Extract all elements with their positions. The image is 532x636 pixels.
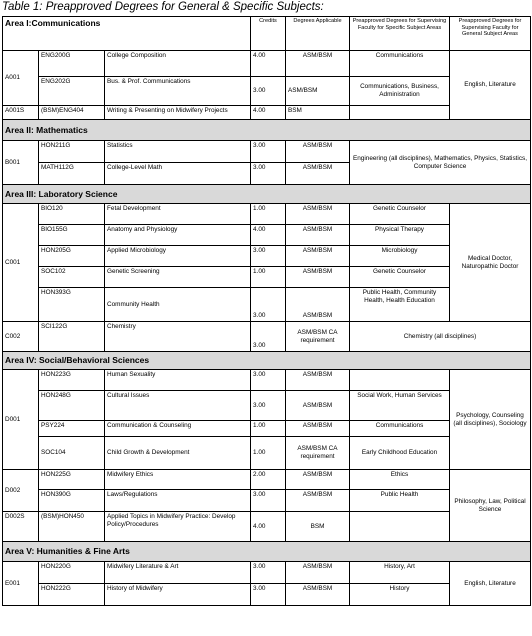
course-code: HON222G	[39, 584, 105, 606]
area-heading: Area IV: Social/Behavioral Sciences	[3, 352, 531, 370]
degrees: ASM/BSM	[286, 246, 350, 267]
course-title: Community Health	[105, 288, 251, 322]
course-title: Laws/Regulations	[105, 490, 251, 512]
credits: 1.00	[251, 267, 286, 288]
table-row	[3, 470, 531, 490]
credits: 1.00	[251, 421, 286, 437]
table-row	[3, 370, 531, 391]
column-header-specific: Preapproved Degrees for Supervising Faculty for Specific Subject Areas	[350, 17, 450, 51]
course-code: MATH112G	[39, 163, 105, 185]
table-caption: Table 1: Preapproved Degrees for General & Specific Subjects:	[2, 1, 324, 13]
course-title: College-Level Math	[105, 163, 251, 185]
course-code: BIO155G	[39, 225, 105, 246]
course-title: Fetal Development	[105, 204, 251, 225]
faculty-specific	[350, 106, 450, 120]
course-code: (BSM)ENG404	[39, 106, 105, 120]
faculty-specific: Chemistry (all disciplines)	[350, 322, 531, 352]
course-title: Midwifery Ethics	[105, 470, 251, 490]
degrees: ASM/BSM	[286, 267, 350, 288]
course-code: BIO120	[39, 204, 105, 225]
group-code: D001	[3, 370, 39, 470]
credits: 3.00	[251, 391, 286, 421]
faculty-general: Psychology, Counseling (all disciplines), Sociology	[450, 370, 531, 470]
credits: 3.00	[251, 163, 286, 185]
area-heading-row	[3, 542, 531, 562]
group-code: C001	[3, 204, 39, 322]
degrees: ASM/BSM	[286, 421, 350, 437]
degrees: ASM/BSM	[286, 288, 350, 322]
course-code: (BSM)HON450	[39, 512, 105, 542]
degrees: ASM/BSM	[286, 370, 350, 391]
course-title: Cultural Issues	[105, 391, 251, 421]
column-header-credits: Credits	[251, 17, 286, 51]
area-heading-row	[3, 120, 531, 141]
group-code: A001	[3, 51, 39, 106]
course-code: HON393G	[39, 288, 105, 322]
course-title: Statistics	[105, 141, 251, 163]
course-code: HON225G	[39, 470, 105, 490]
credits: 3.00	[251, 141, 286, 163]
credits: 3.00	[251, 288, 286, 322]
group-code: C002	[3, 322, 39, 352]
degrees: ASM/BSM	[286, 584, 350, 606]
faculty-general: Philosophy, Law, Political Science	[450, 470, 531, 542]
faculty-specific: Microbiology	[350, 246, 450, 267]
degrees: ASM/BSM	[286, 77, 350, 106]
course-code: HON248G	[39, 391, 105, 421]
credits: 3.00	[251, 246, 286, 267]
faculty-general: Medical Doctor, Naturopathic Doctor	[450, 204, 531, 322]
group-code: B001	[3, 141, 39, 185]
faculty-specific: Public Health	[350, 490, 450, 512]
credits: 3.00	[251, 370, 286, 391]
course-code: HON223G	[39, 370, 105, 391]
course-title: Chemistry	[105, 322, 251, 352]
faculty-specific: Genetic Counselor	[350, 204, 450, 225]
degrees: ASM/BSM	[286, 490, 350, 512]
degrees: ASM/BSM	[286, 141, 350, 163]
credits: 3.00	[251, 322, 286, 352]
group-code: D002	[3, 470, 39, 512]
course-title: Child Growth & Development	[105, 437, 251, 470]
degrees: BSM	[286, 106, 350, 120]
credits: 1.00	[251, 204, 286, 225]
column-header-general: Preapproved Degrees for Supervising Faculty for General Subject Areas	[450, 17, 531, 51]
degrees: ASM/BSM	[286, 204, 350, 225]
degrees: ASM/BSM	[286, 391, 350, 421]
degrees-table	[2, 16, 531, 606]
course-title: Human Sexuality	[105, 370, 251, 391]
faculty-specific: Engineering (all disciplines), Mathematics, Physics, Statistics, Computer Science	[350, 141, 531, 185]
faculty-specific: Public Health, Community Health, Health Education	[350, 288, 450, 322]
table-row	[3, 322, 531, 352]
faculty-specific: Communications	[350, 421, 450, 437]
course-title: College Composition	[105, 51, 251, 77]
faculty-general: English, Literature	[450, 562, 531, 606]
course-code: SCI122G	[39, 322, 105, 352]
course-title: Applied Topics in Midwifery Practice: Develop Policy/Procedures	[105, 512, 251, 542]
credits: 2.00	[251, 470, 286, 490]
degrees: ASM/BSM	[286, 163, 350, 185]
faculty-specific: Genetic Counselor	[350, 267, 450, 288]
table-row	[3, 141, 531, 163]
course-title: Communication & Counseling	[105, 421, 251, 437]
course-title: Midwifery Literature & Art	[105, 562, 251, 584]
credits: 3.00	[251, 562, 286, 584]
degrees: ASM/BSM CA requirement	[286, 437, 350, 470]
course-title: Applied Microbiology	[105, 246, 251, 267]
degrees: ASM/BSM	[286, 470, 350, 490]
credits: 3.00	[251, 490, 286, 512]
course-code: HON390G	[39, 490, 105, 512]
group-code: E001	[3, 562, 39, 606]
course-title: History of Midwifery	[105, 584, 251, 606]
course-title: Anatomy and Physiology	[105, 225, 251, 246]
course-code: HON220G	[39, 562, 105, 584]
course-code: HON211G	[39, 141, 105, 163]
table-row	[3, 204, 531, 225]
group-code: D002S	[3, 512, 39, 542]
credits: 3.00	[251, 77, 286, 106]
faculty-specific: Early Childhood Education	[350, 437, 450, 470]
area-heading-row	[3, 185, 531, 204]
course-code: SOC102	[39, 267, 105, 288]
faculty-specific: Communications, Business, Administration	[350, 77, 450, 106]
faculty-general: English, Literature	[450, 51, 531, 120]
credits: 3.00	[251, 584, 286, 606]
credits: 4.00	[251, 106, 286, 120]
faculty-specific: Ethics	[350, 470, 450, 490]
degrees: ASM/BSM	[286, 225, 350, 246]
course-title: Writing & Presenting on Midwifery Projects	[105, 106, 251, 120]
faculty-specific: History	[350, 584, 450, 606]
area-heading: Area I:Communications	[3, 17, 251, 51]
area-heading: Area II: Mathematics	[3, 120, 531, 141]
course-title: Genetic Screening	[105, 267, 251, 288]
degrees: ASM/BSM CA requirement	[286, 322, 350, 352]
area-heading-row	[3, 352, 531, 370]
area-heading: Area III: Laboratory Science	[3, 185, 531, 204]
course-code: ENG202G	[39, 77, 105, 106]
credits: 4.00	[251, 512, 286, 542]
course-title: Bus. & Prof. Communications	[105, 77, 251, 106]
credits: 4.00	[251, 225, 286, 246]
faculty-specific	[350, 370, 450, 391]
faculty-specific: Physical Therapy	[350, 225, 450, 246]
faculty-specific: Communications	[350, 51, 450, 77]
column-header-degrees: Degrees Applicable	[286, 17, 350, 51]
credits: 1.00	[251, 437, 286, 470]
course-code: HON205G	[39, 246, 105, 267]
table-header-row	[3, 17, 531, 51]
area-heading: Area V: Humanities & Fine Arts	[3, 542, 531, 562]
course-code: SOC104	[39, 437, 105, 470]
degrees: BSM	[286, 512, 350, 542]
course-code: PSY224	[39, 421, 105, 437]
table-row	[3, 562, 531, 584]
degrees: ASM/BSM	[286, 51, 350, 77]
credits: 4.00	[251, 51, 286, 77]
faculty-specific: Social Work, Human Services	[350, 391, 450, 421]
faculty-specific	[350, 512, 450, 542]
table-row	[3, 51, 531, 77]
degrees: ASM/BSM	[286, 562, 350, 584]
group-code: A001S	[3, 106, 39, 120]
course-code: ENG200G	[39, 51, 105, 77]
faculty-specific: History, Art	[350, 562, 450, 584]
